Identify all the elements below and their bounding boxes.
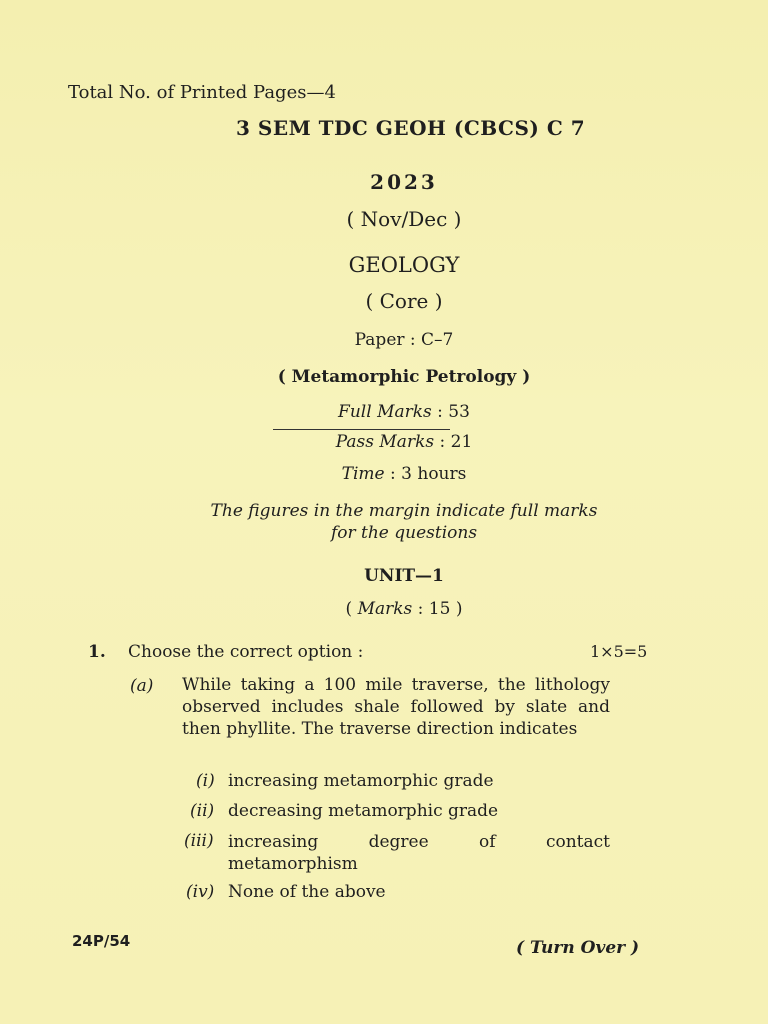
course-code: 3 SEM TDC GEOH (CBCS) C 7 bbox=[236, 116, 586, 140]
question-text: Choose the correct option : bbox=[128, 642, 364, 662]
turn-over-note: ( Turn Over ) bbox=[516, 938, 640, 958]
exam-session: ( Nov/Dec ) bbox=[346, 207, 462, 231]
pass-marks-value: : 21 bbox=[434, 432, 473, 452]
marks-divider bbox=[273, 429, 450, 430]
unit-marks-label: Marks bbox=[357, 599, 413, 619]
option-label: (iv) bbox=[186, 882, 215, 902]
unit-title: UNIT—1 bbox=[364, 566, 444, 586]
unit-marks-value: : 15 ) bbox=[412, 599, 463, 619]
pass-marks bbox=[0, 432, 768, 452]
margin-note-line-1: The figures in the margin indicate full marks bbox=[210, 501, 598, 521]
time-label: Time bbox=[341, 464, 385, 484]
full-marks-label: Full Marks bbox=[338, 402, 432, 422]
option-text-line-2: metamorphism bbox=[228, 854, 358, 874]
full-marks bbox=[0, 402, 768, 422]
time-value: : 3 hours bbox=[384, 464, 467, 484]
unit-marks bbox=[0, 599, 768, 619]
option-label: (iii) bbox=[184, 831, 214, 851]
question-number: 1. bbox=[88, 642, 106, 662]
full-marks-value: : 53 bbox=[431, 402, 470, 422]
margin-note bbox=[0, 500, 768, 544]
exam-time bbox=[0, 464, 768, 484]
total-printed-pages: Total No. of Printed Pages—4 bbox=[68, 82, 336, 103]
paper-number: Paper : C–7 bbox=[354, 330, 454, 350]
unit-marks-open: ( bbox=[345, 599, 358, 619]
course-type: ( Core ) bbox=[365, 289, 443, 313]
option-text bbox=[228, 831, 610, 875]
paper-title: ( Metamorphic Petrology ) bbox=[277, 367, 531, 387]
option-label: (ii) bbox=[190, 801, 215, 821]
option-text-line-1: increasing degree of contact bbox=[228, 832, 610, 852]
subquestion-text: While taking a 100 mile traverse, the lithology observed includes shale followed by slate and then phyllite. The traverse direction indicates bbox=[182, 675, 610, 739]
subject-title: GEOLOGY bbox=[348, 253, 460, 277]
option-text: None of the above bbox=[228, 882, 386, 902]
option-text: decreasing metamorphic grade bbox=[228, 801, 499, 821]
option-text: increasing metamorphic grade bbox=[228, 771, 494, 791]
question-marks: 1×5=5 bbox=[590, 642, 648, 661]
paper-code: 24P/54 bbox=[72, 932, 131, 950]
option-label: (i) bbox=[196, 771, 215, 791]
margin-note-line-2: for the questions bbox=[330, 523, 478, 543]
pass-marks-label: Pass Marks bbox=[335, 432, 435, 452]
exam-year: 2023 bbox=[370, 170, 438, 194]
subquestion-label: (a) bbox=[130, 676, 154, 696]
